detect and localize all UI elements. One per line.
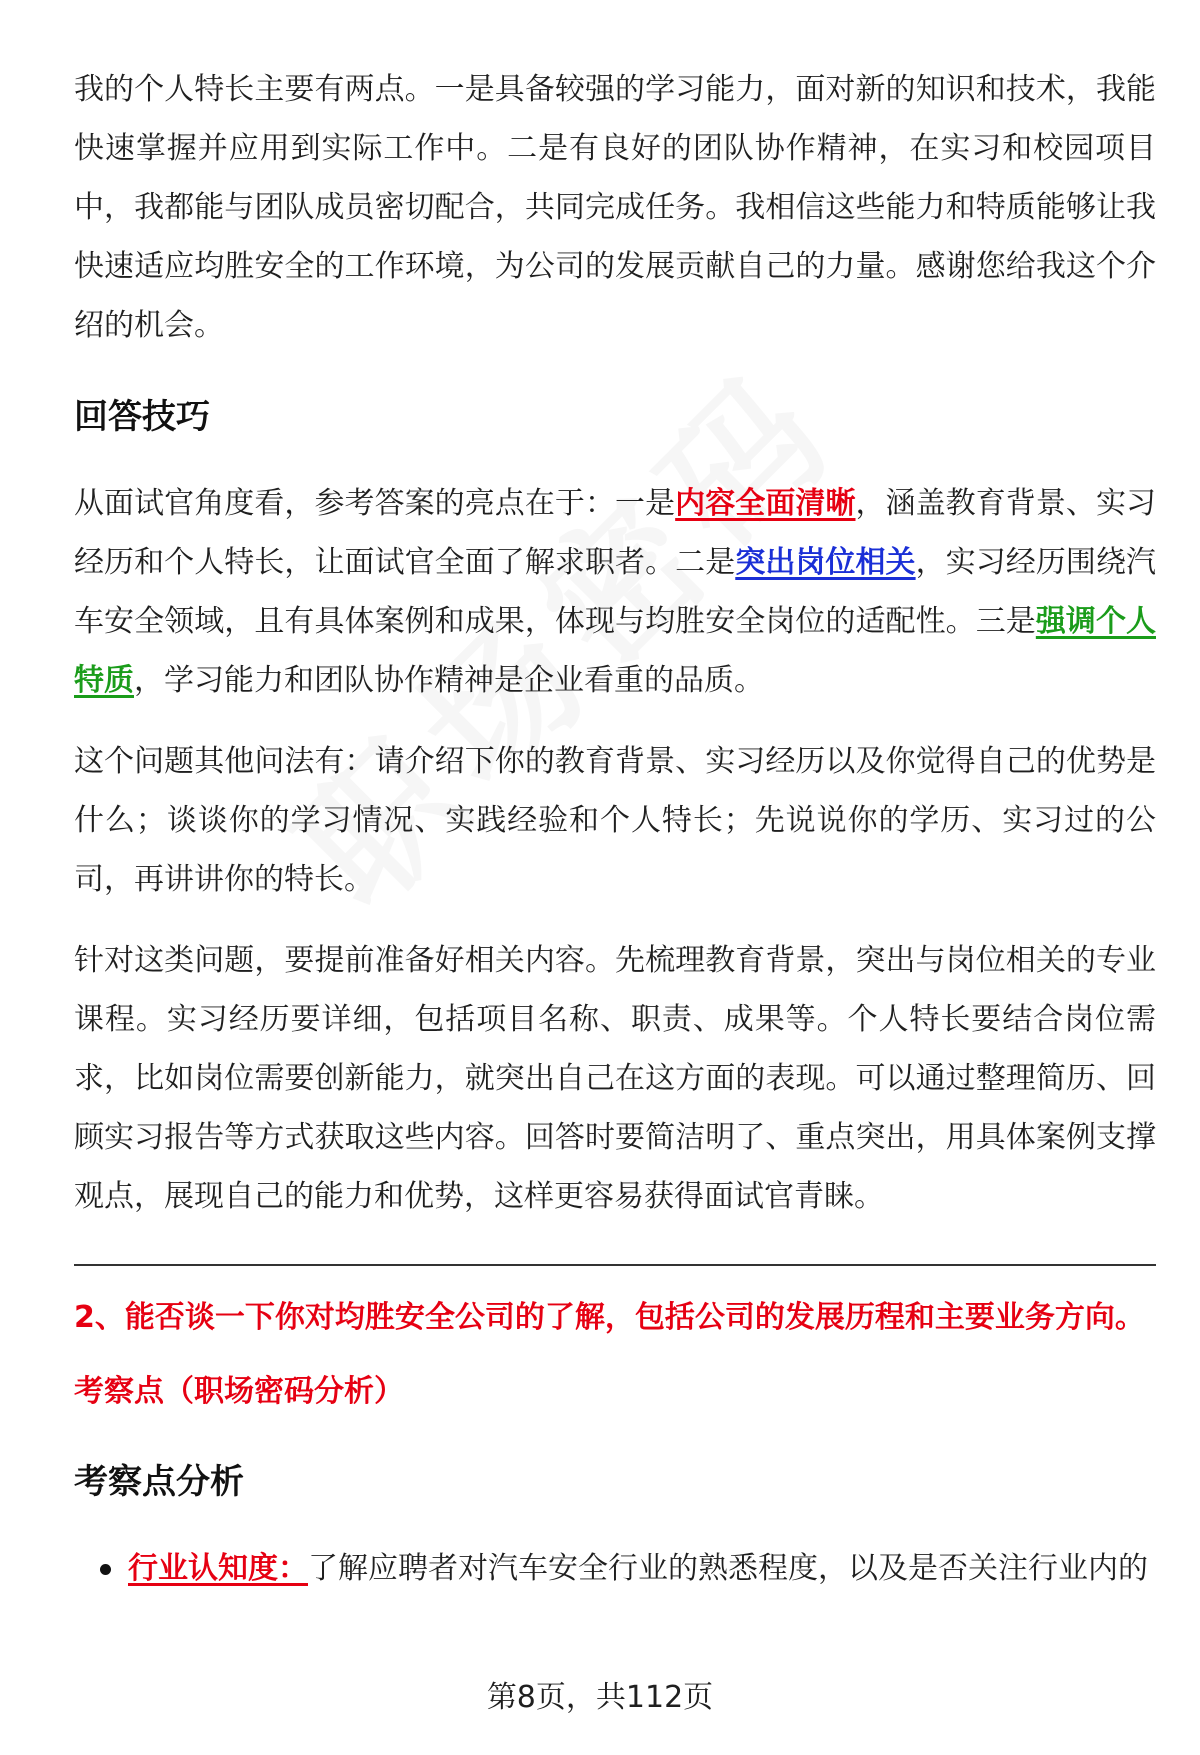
page-footer: 第8页，共112页 <box>486 1680 714 1715</box>
highlight-personal-traits: 强调个人特质 <box>74 604 1156 698</box>
question-2-title: 2、能否谈一下你对均胜安全公司的了解，包括公司的发展历程和主要业务方向。 <box>74 1300 1145 1335</box>
bullet-text: 了解应聘者对汽车安全行业的熟悉程度，以及是否关注行业内的 <box>308 1551 1148 1586</box>
highlight-job-relevance: 突出岗位相关 <box>735 545 916 580</box>
analysis-heading: 考察点分析 <box>74 1462 244 1502</box>
bullet-dot-icon <box>100 1564 111 1575</box>
answer-tips-paragraph-1 <box>74 474 1156 710</box>
intro-paragraph: 我的个人特长主要有两点。一是具备较强的学习能力，面对新的知识和技术，我能快速掌握并应用到实际工作中。二是有良好的团队协作精神，在实习和校园项目中，我都能与团队成员密切配合，共同完成任务。我相信这些能力和特质能够让我快速适应均胜安全的工作环境，为公司的发展贡献自己的力量。感谢您给我这个介绍的机会。 <box>74 72 1156 343</box>
document-page <box>74 60 1156 1598</box>
answer-tips-paragraph-2: 这个问题其他问法有：请介绍下你的教育背景、实习经历以及你觉得自己的优势是什么；谈谈你的学习情况、实践经验和个人特长；先说说你的学历、实习过的公司，再讲讲你的特长。 <box>74 744 1156 897</box>
bullet-label: 行业认知度： <box>128 1551 308 1586</box>
tips-text-1: 从面试官角度看，参考答案的亮点在于：一是 <box>74 486 676 521</box>
answer-tips-paragraph-3: 针对这类问题，要提前准备好相关内容。先梳理教育背景，突出与岗位相关的专业课程。实习经历要详细，包括项目名称、职责、成果等。个人特长要结合岗位需求，比如岗位需要创新能力，就突出自己在这方面的表现。可以通过整理简历、回顾实习报告等方式获取这些内容。回答时要简洁明了、重点突出，用具体案例支撑观点，展现自己的能力和优势，这样更容易获得面试官青睐。 <box>74 943 1156 1214</box>
analysis-bullet-item <box>74 1539 1156 1598</box>
question-2-subtitle: 考察点（职场密码分析） <box>74 1374 404 1409</box>
highlight-comprehensive: 内容全面清晰 <box>675 486 856 521</box>
tips-text-2: ，涵盖教育背景、实习经历和个人特长，让面试官全面了解求职者。二是 <box>74 486 1157 580</box>
answer-tips-heading: 回答技巧 <box>74 397 210 437</box>
tips-text-4: ，学习能力和团队协作精神是企业看重的品质。 <box>134 663 764 698</box>
tips-text-3: ，实习经历围绕汽车安全领域，且有具体案例和成果，体现与均胜安全岗位的适配性。三是 <box>74 545 1157 639</box>
section-divider <box>74 1264 1156 1266</box>
